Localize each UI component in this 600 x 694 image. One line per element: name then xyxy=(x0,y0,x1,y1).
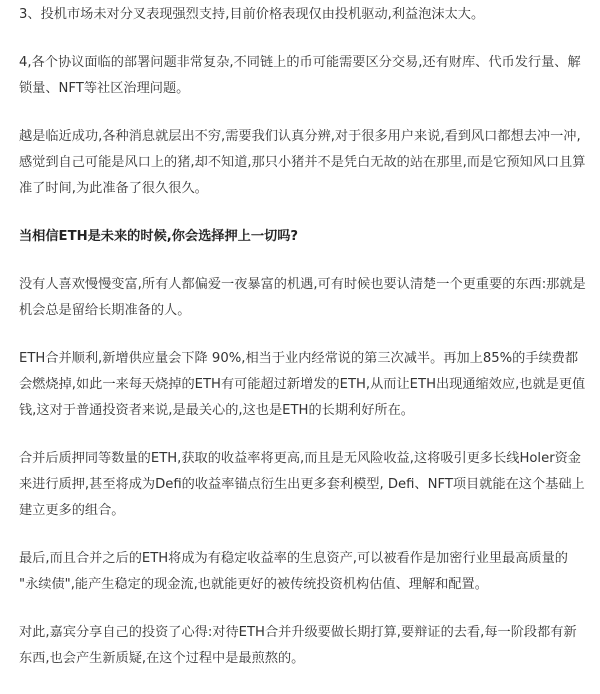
paragraph-protocol-issues: 4,各个协议面临的部署问题非常复杂,不同链上的币可能需要区分交易,还有财库、代币发行量、解锁量、NFT等社区治理问题。 xyxy=(19,55,581,96)
paragraph-near-success: 越是临近成功,各种消息就层出不穷,需要我们认真分辨,对于很多用户来说,看到风口都想去冲一冲,感觉到自己可能是风口上的猪,却不知道,那只小猪并不是凭白无故的站在那里,而是它预知风口且算准了时间,为此准备了很久很久。 xyxy=(19,129,586,196)
paragraph-eth-merge-supply: ETH合并顺利,新增供应量会下降 90%,相当于业内经常说的第三次减半。再加上85%的手续费都会燃烧掉,如此一来每天烧掉的ETH有可能超过新增发的ETH,从而让ETH出现通缩效应,也就是更值钱,这对于普通投资者来说,是最关心的,这也是ETH的长期利好所在。 xyxy=(19,351,586,418)
paragraph-staking-yield: 合并后质押同等数量的ETH,获取的收益率将更高,而且是无风险收益,这将吸引更多长线Holer资金来进行质押,甚至将成为Defi的收益率锚点衍生出更多套利模型, Defi、NFT项目就能在这个基础上建立更多的组合。 xyxy=(19,451,585,518)
section-heading: 当相信ETH是未来的时候,你会选择押上一切吗? xyxy=(19,229,299,244)
paragraph-perpetual-bond: 最后,而且合并之后的ETH将成为有稳定收益率的生息资产,可以被看作是加密行业里最高质量的 "永续债",能产生稳定的现金流,也就能更好的被传统投资机构估值、理解和配置。 xyxy=(19,551,568,592)
paragraph-speculation: 3、投机市场未对分叉表现强烈支持,目前价格表现仅由投机驱动,利益泡沫太大。 xyxy=(19,7,485,22)
paragraph-guest-advice: 对此,嘉宾分享自己的投资了心得:对待ETH合并升级要做长期打算,要辩证的去看,每一阶段都有新东西,也会产生新质疑,在这个过程中是最煎熬的。 xyxy=(19,625,577,666)
paragraph-get-rich: 没有人喜欢慢慢变富,所有人都偏爱一夜暴富的机遇,可有时候也要认清楚一个更重要的东西:那就是机会总是留给长期准备的人。 xyxy=(19,277,586,318)
article-body xyxy=(19,2,587,694)
